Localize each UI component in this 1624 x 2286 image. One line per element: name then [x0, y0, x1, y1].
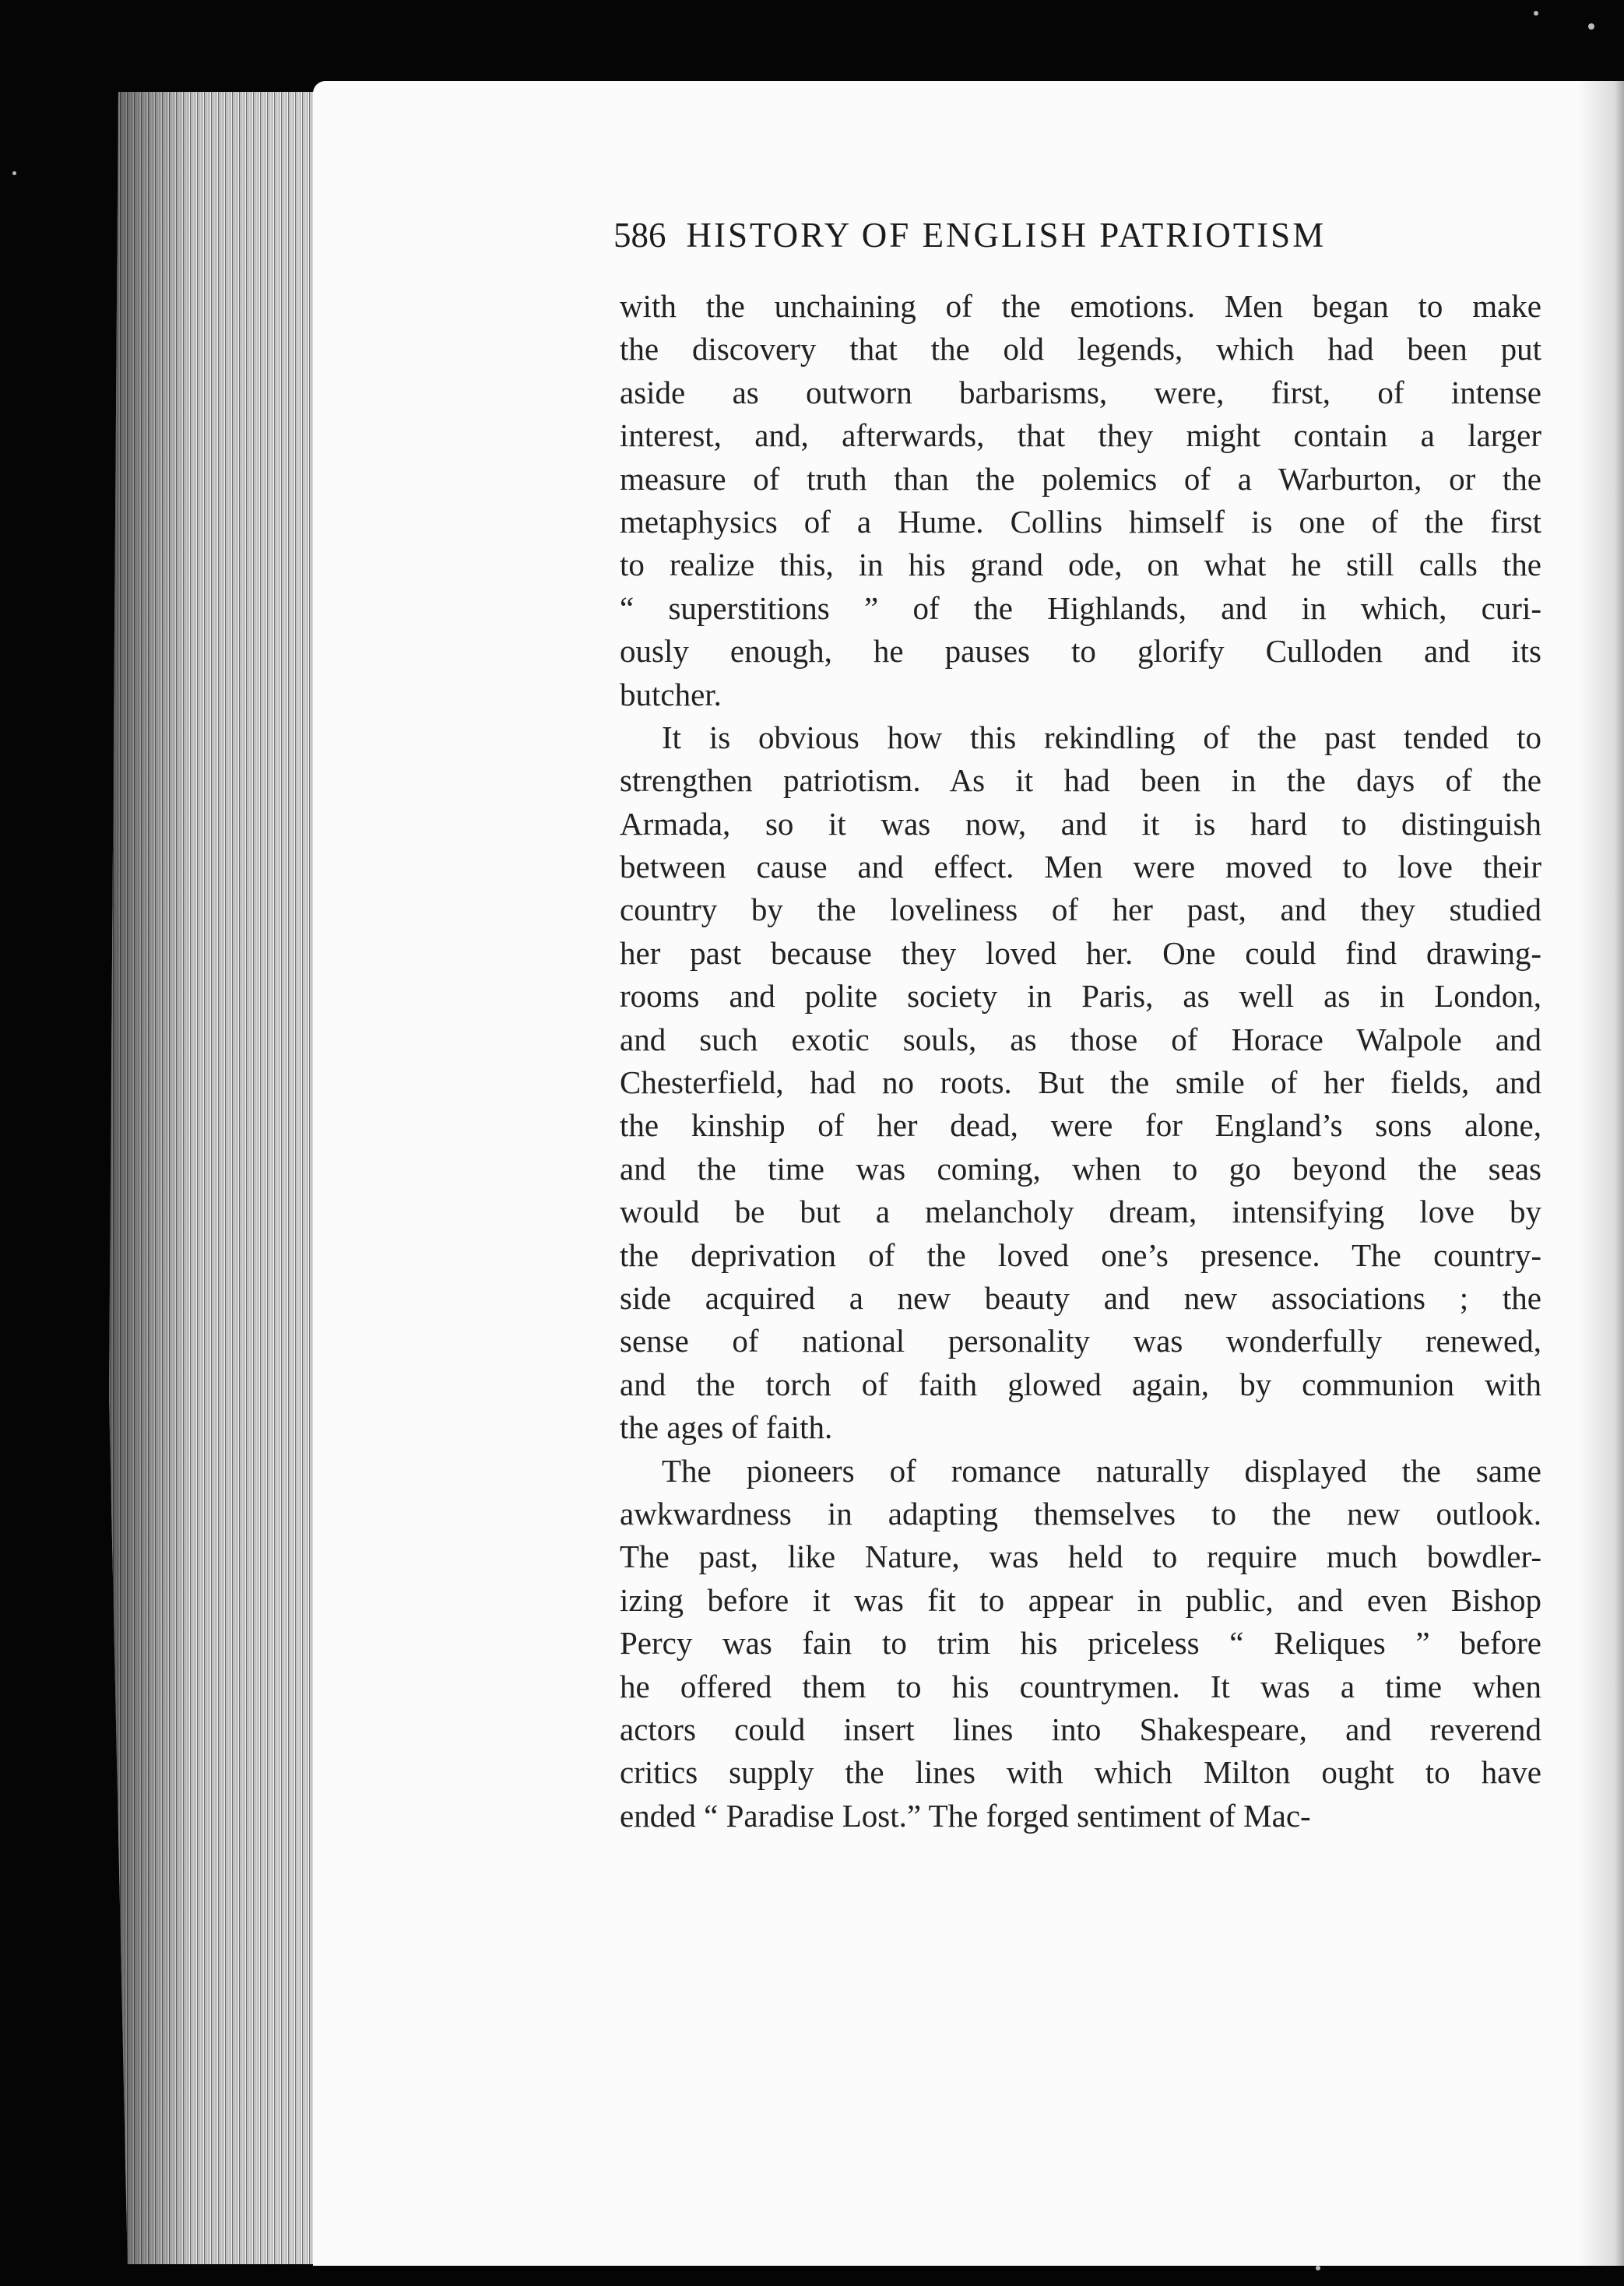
paragraph: [620, 1450, 1541, 1838]
page-number: 586: [613, 216, 666, 255]
scan-speck: [1588, 23, 1594, 30]
book-page-edges-shade: [109, 92, 341, 2264]
text-line: metaphysics of a Hume. Collins himself is one of the first: [620, 503, 1541, 540]
text-line: izing before it was fit to appear in public, and even Bishop: [620, 1581, 1541, 1618]
paragraph: [620, 285, 1541, 716]
text-line: would be but a melancholy dream, intensifying love by: [620, 1194, 1541, 1230]
text-line: measure of truth than the polemics of a Warburton, or the: [620, 460, 1541, 497]
text-line: Percy was fain to trim his priceless “ Reliques ” before: [620, 1625, 1541, 1662]
text-line: rooms and polite society in Paris, as well as in London,: [620, 978, 1541, 1015]
text-line: and the time was coming, when to go beyond the seas: [620, 1150, 1541, 1187]
text-line: “ superstitions ” of the Highlands, and in which, curi-: [620, 589, 1541, 626]
scan-speck: [1316, 2266, 1320, 2270]
scan-speck: [1534, 11, 1538, 16]
text-line: ended “ Paradise Lost.” The forged sentiment of Mac-: [620, 1797, 1311, 1834]
text-line: between cause and effect. Men were moved to love their: [620, 849, 1541, 885]
text-line: It is obvious how this rekindling of the past tended to: [662, 719, 1541, 755]
text-line: aside as outworn barbarisms, were, first, of intense: [620, 374, 1541, 410]
text-line: butcher.: [620, 676, 722, 712]
running-head: [613, 215, 1517, 269]
text-line: The pioneers of romance naturally displayed the same: [662, 1452, 1541, 1489]
text-line: the ages of faith.: [620, 1409, 833, 1446]
text-line: with the unchaining of the emotions. Men began to make: [620, 288, 1541, 324]
page-gutter-shadow: [1577, 81, 1624, 2266]
text-line: sense of national personality was wonderfully renewed,: [620, 1323, 1541, 1359]
text-line: and the torch of faith glowed again, by communion with: [620, 1366, 1541, 1402]
text-line: actors could insert lines into Shakespeare, and reverend: [620, 1711, 1541, 1747]
text-line: he offered them to his countrymen. It was a time when: [620, 1668, 1541, 1704]
text-line: the deprivation of the loved one’s presence. The country-: [620, 1236, 1541, 1273]
text-line: country by the loveliness of her past, and they studied: [620, 892, 1541, 928]
text-line: critics supply the lines with which Milton ought to have: [620, 1754, 1541, 1791]
text-line: the discovery that the old legends, which had been put: [620, 331, 1541, 368]
running-title: HISTORY OF ENGLISH PATRIOTISM: [686, 216, 1327, 255]
body-text: [620, 285, 1541, 1838]
paragraph: [620, 716, 1541, 1450]
text-line: and such exotic souls, as those of Horace Walpole and: [620, 1021, 1541, 1057]
text-line: the kinship of her dead, were for England’s sons alone,: [620, 1107, 1541, 1144]
text-line: awkwardness in adapting themselves to the new outlook.: [620, 1495, 1541, 1532]
text-line: ously enough, he pauses to glorify Culloden and its: [620, 633, 1541, 670]
text-line: Chesterfield, had no roots. But the smile of her fields, and: [620, 1064, 1541, 1101]
scan-speck: [12, 171, 16, 175]
text-line: side acquired a new beauty and new associations ; the: [620, 1279, 1541, 1316]
text-line: Armada, so it was now, and it is hard to distinguish: [620, 805, 1541, 842]
text-line: The past, like Nature, was held to require much bowdler-: [620, 1539, 1541, 1575]
text-line: strengthen patriotism. As it had been in the days of the: [620, 762, 1541, 799]
text-line: to realize this, in his grand ode, on what he still calls the: [620, 547, 1541, 583]
text-line: her past because they loved her. One could find drawing-: [620, 934, 1541, 971]
text-line: interest, and, afterwards, that they might contain a larger: [620, 417, 1541, 454]
